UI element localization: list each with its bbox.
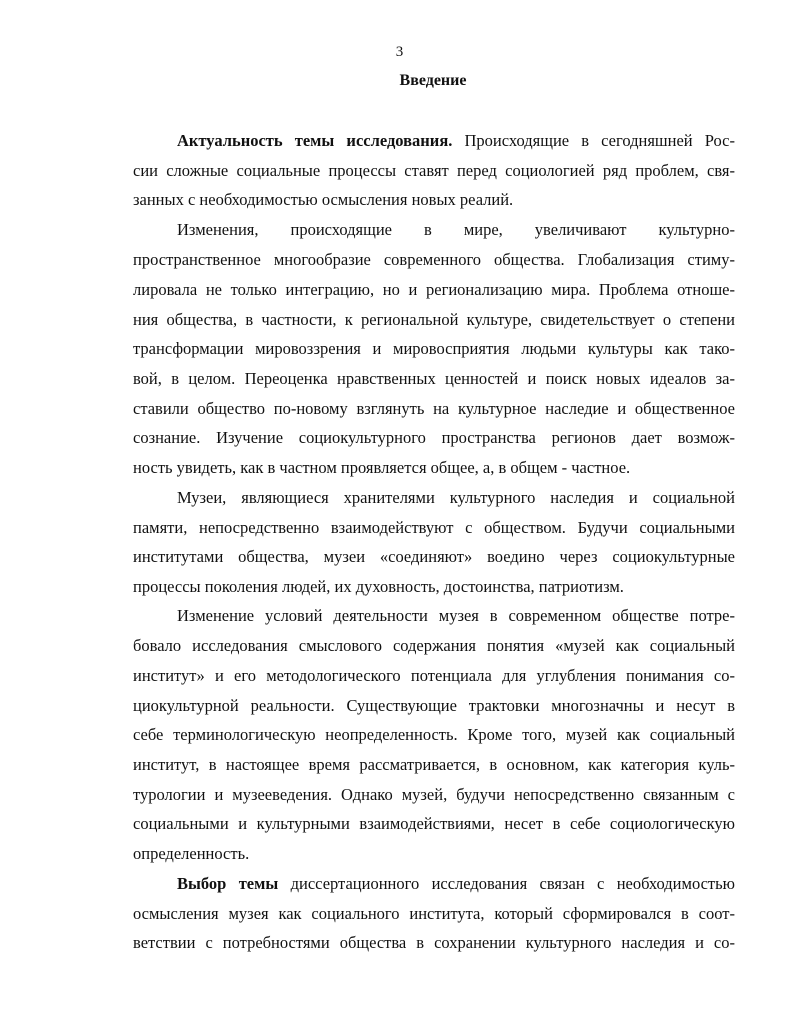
text-line: занных с необходимостью осмысления новых реалий. [133, 190, 514, 209]
text-line: Актуальность темы исследования. Происходящие в сегодняшней Рос- [177, 131, 735, 150]
text-line: себе терминологическую неопределенность. Кроме того, музей как социальный [133, 725, 735, 744]
text-line: памяти, непосредственно взаимодействуют с обществом. Будучи социальными [133, 518, 735, 537]
text-line: пространственное многообразие современного общества. Глобализация стиму- [133, 250, 735, 269]
text-line: Изменение условий деятельности музея в современном обществе потре- [177, 606, 735, 625]
text-line: институтами общества, музеи «соединяют» воедино через социокультурные [133, 547, 735, 566]
text-line: Выбор темы диссертационного исследования связан с необходимостью [177, 874, 735, 893]
text-line: процессы поколения людей, их духовность, достоинства, патриотизм. [133, 577, 624, 596]
bold-lead: Выбор темы [177, 874, 279, 893]
text-line: Изменения, происходящие в мире, увеличивают культурно- [177, 220, 735, 239]
text-line: вой, в целом. Переоценка нравственных ценностей и поиск новых идеалов за- [133, 369, 735, 388]
text-line: институт, в настоящее время рассматривается, в основном, как категория куль- [133, 755, 735, 774]
text-line: ставили общество по-новому взглянуть на культурное наследие и общественное [133, 399, 735, 418]
section-heading: Введение [399, 72, 467, 89]
text-line: институт» и его методологического потенциала для углубления понимания со- [133, 666, 735, 685]
page-number: 3 [395, 44, 404, 60]
text-line: Музеи, являющиеся хранителями культурного наследия и социальной [177, 488, 735, 507]
text-line: социальными и культурными взаимодействиями, несет в себе социологическую [133, 814, 735, 833]
text-line: ния общества, в частности, к региональной культуре, свидетельствует о степени [133, 310, 735, 329]
text-line: трансформации мировоззрения и мировосприятия людьми культуры как тако- [133, 339, 735, 358]
text-line: бовало исследования смыслового содержания понятия «музей как социальный [133, 636, 735, 655]
text-line: турологии и музееведения. Однако музей, будучи непосредственно связанным с [133, 785, 735, 804]
text-line: осмысления музея как социального института, который сформировался в соот- [133, 904, 735, 923]
text-line: определенность. [133, 844, 250, 863]
text-line: лировала не только интеграцию, но и регионализацию мира. Проблема отноше- [133, 280, 735, 299]
text-line: циокультурной реальности. Существующие трактовки многозначны и несут в [133, 696, 735, 715]
bold-lead: Актуальность темы исследования. [177, 131, 453, 150]
text-line: сознание. Изучение социокультурного пространства регионов дает возмож- [133, 428, 735, 447]
text-line: ветствии с потребностями общества в сохранении культурного наследия и со- [133, 933, 735, 952]
text-line: ность увидеть, как в частном проявляется общее, а, в общем - частное. [133, 458, 631, 477]
text-line: сии сложные социальные процессы ставят перед социологией ряд проблем, свя- [133, 161, 735, 180]
